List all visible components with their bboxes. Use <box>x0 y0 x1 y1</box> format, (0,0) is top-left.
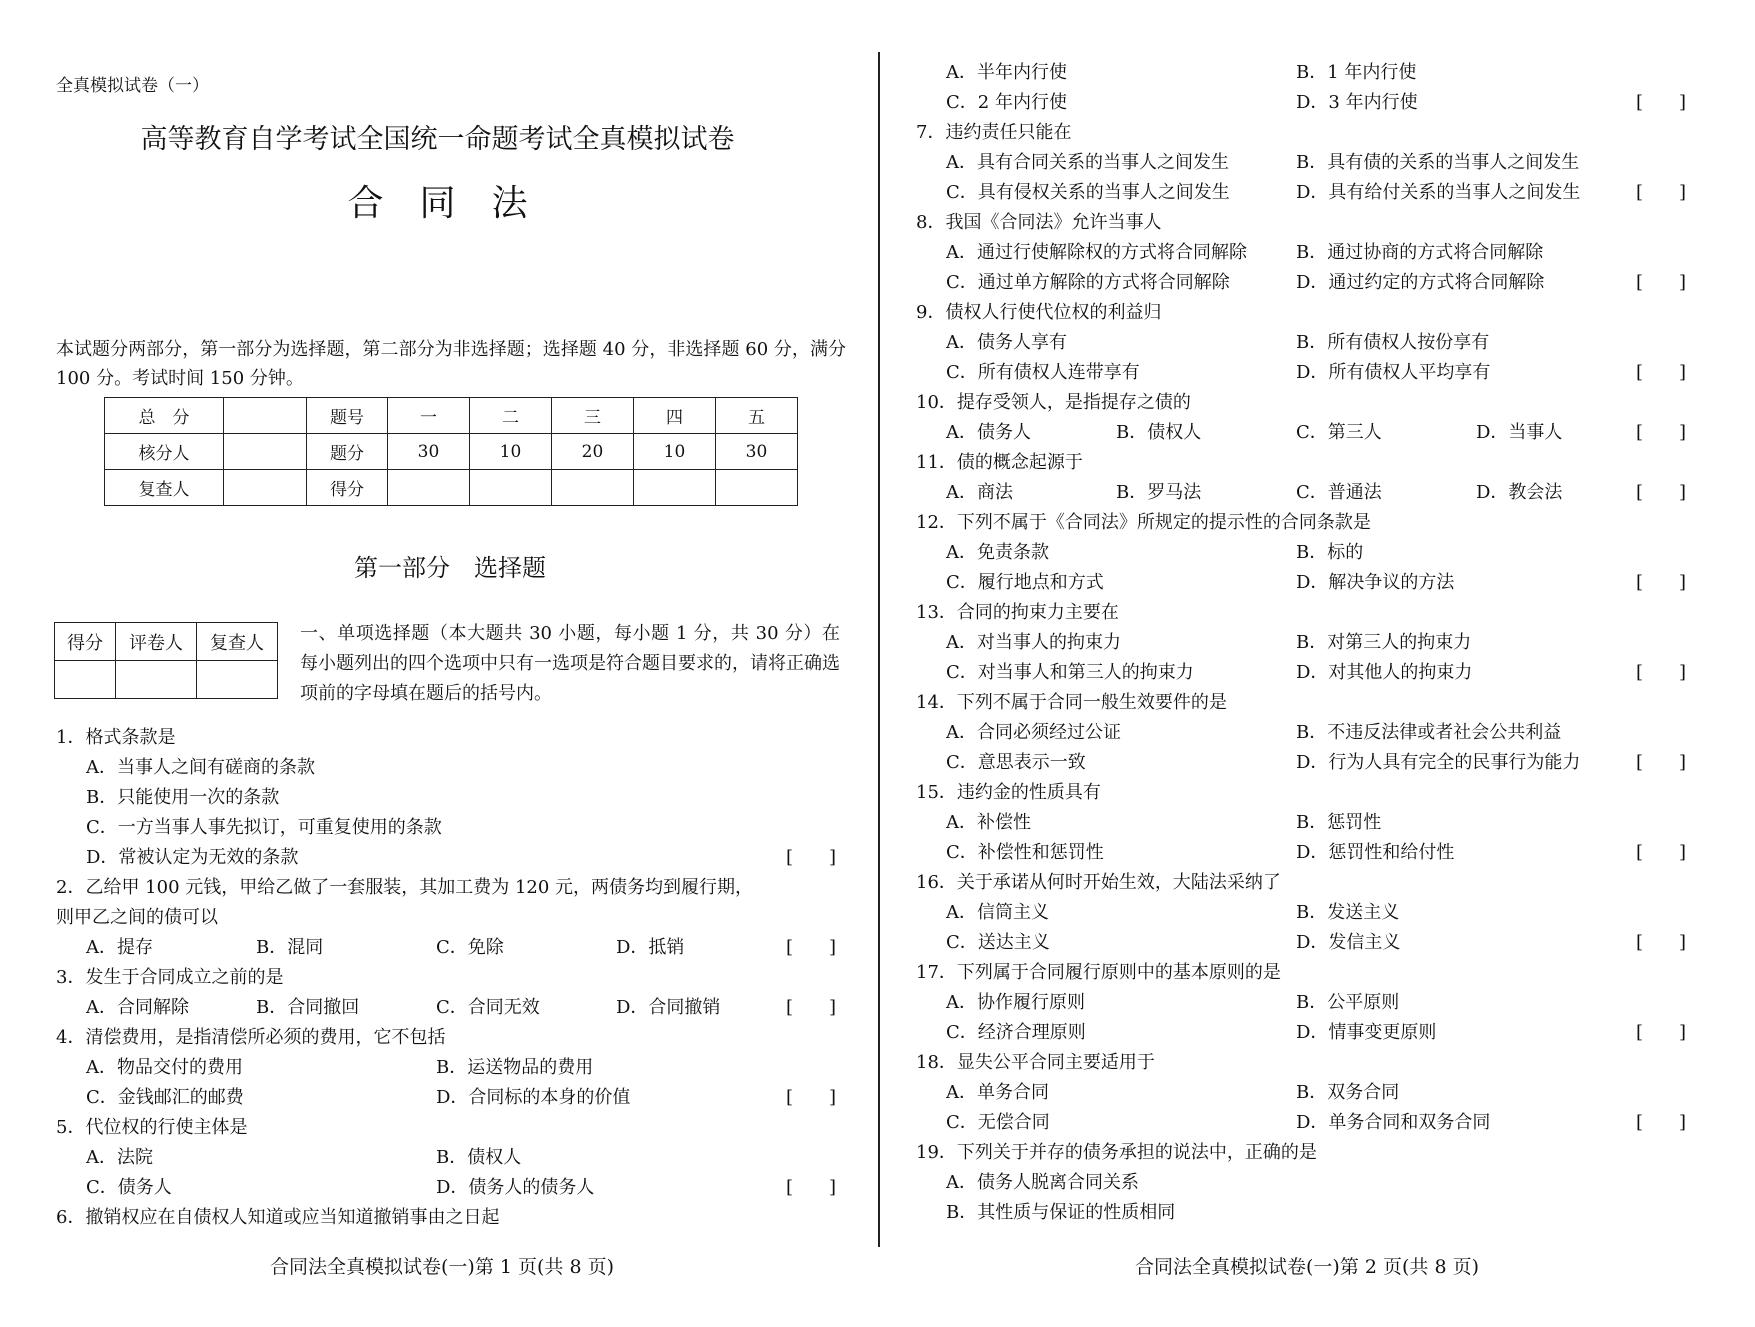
answer-option: B．所有债权人按份享有 <box>1296 332 1490 353</box>
page-footer: 合同法全真模拟试卷(一)第 2 页(共 8 页) <box>1135 1256 1479 1278</box>
answer-option: A．具有合同关系的当事人之间发生 <box>946 152 1229 173</box>
grader-cell <box>55 661 116 699</box>
answer-option: B．合同撤回 <box>256 997 360 1018</box>
question-stem: 5．代位权的行使主体是 <box>56 1117 248 1138</box>
answer-option: B．通过协商的方式将合同解除 <box>1296 242 1544 263</box>
answer-bracket: [ ] <box>1636 422 1687 443</box>
answer-option: A．债务人脱离合同关系 <box>946 1172 1139 1193</box>
answer-option: B．不违反法律或者社会公共利益 <box>1296 722 1562 743</box>
answer-option: C．金钱邮汇的邮费 <box>86 1087 244 1108</box>
answer-bracket: [ ] <box>1636 842 1687 863</box>
answer-option: C．补偿性和惩罚性 <box>946 842 1104 863</box>
page-divider <box>878 52 880 1247</box>
question-stem: 6．撤销权应在自债权人知道或应当知道撤销事由之日起 <box>56 1207 500 1228</box>
answer-option: A．物品交付的费用 <box>86 1057 243 1078</box>
question-stem: 1．格式条款是 <box>56 727 176 748</box>
answer-option: B．其性质与保证的性质相同 <box>946 1202 1176 1223</box>
answer-bracket: [ ] <box>1636 572 1687 593</box>
answer-bracket: [ ] <box>1636 1022 1687 1043</box>
question-stem: 18．显失公平合同主要适用于 <box>916 1052 1155 1073</box>
answer-option: A．半年内行使 <box>946 62 1067 83</box>
answer-option: D．合同撤销 <box>616 997 721 1018</box>
answer-bracket: [ ] <box>786 937 837 958</box>
answer-option: B．债权人 <box>436 1147 522 1168</box>
answer-option: D．债务人的债务人 <box>436 1177 595 1198</box>
answer-option: B．标的 <box>1296 542 1364 563</box>
score-cell <box>224 398 307 434</box>
score-cell: 题分 <box>307 434 388 470</box>
answer-option: C．2 年内行使 <box>946 92 1067 113</box>
answer-option: D．对其他人的拘束力 <box>1296 662 1473 683</box>
question-stem: 2．乙给甲 100 元钱，甲给乙做了一套服装，其加工费为 120 元，两债务均到履行期， <box>56 877 754 898</box>
exam-page-1 <box>0 0 875 1327</box>
score-cell: 核分人 <box>105 434 224 470</box>
score-cell: 10 <box>634 434 716 470</box>
answer-option: B．公平原则 <box>1296 992 1400 1013</box>
answer-bracket: [ ] <box>1636 752 1687 773</box>
question-stem: 12．下列不属于《合同法》所规定的提示性的合同条款是 <box>916 512 1371 533</box>
score-cell <box>470 470 552 506</box>
score-table-row <box>105 434 798 470</box>
answer-bracket: [ ] <box>1636 1112 1687 1133</box>
answer-option: C．无偿合同 <box>946 1112 1050 1133</box>
answer-option: D．3 年内行使 <box>1296 92 1418 113</box>
question-stem: 8．我国《合同法》允许当事人 <box>916 212 1162 233</box>
answer-option: C．所有债权人连带享有 <box>946 362 1140 383</box>
grader-header: 复查人 <box>197 623 278 661</box>
section-instructions: 一、单项选择题（本大题共 30 小题，每小题 1 分，共 30 分）在每小题列出的四个选项中只有一选项是符合题目要求的，请将正确选项前的字母填在题后的括号内。 <box>300 623 840 704</box>
score-cell: 四 <box>634 398 716 434</box>
answer-option: C．第三人 <box>1296 422 1382 443</box>
score-table <box>104 397 798 506</box>
score-cell: 30 <box>388 434 470 470</box>
question-stem: 则甲乙之间的债可以 <box>56 907 218 928</box>
answer-option: B．混同 <box>256 937 324 958</box>
grader-cell <box>116 661 197 699</box>
answer-option: A．对当事人的拘束力 <box>946 632 1121 653</box>
score-cell: 20 <box>552 434 634 470</box>
answer-option: A．通过行使解除权的方式将合同解除 <box>946 242 1247 263</box>
score-cell: 30 <box>716 434 798 470</box>
answer-option: C．免除 <box>436 937 504 958</box>
answer-option: B．双务合同 <box>1296 1082 1400 1103</box>
answer-option: C．具有侵权关系的当事人之间发生 <box>946 182 1230 203</box>
answer-option: C．送达主义 <box>946 932 1050 953</box>
answer-option: B．罗马法 <box>1116 482 1202 503</box>
answer-bracket: [ ] <box>786 997 837 1018</box>
answer-bracket: [ ] <box>1636 272 1687 293</box>
score-cell: 得分 <box>307 470 388 506</box>
answer-option: A．法院 <box>86 1147 153 1168</box>
answer-option: B．惩罚性 <box>1296 812 1382 833</box>
score-cell: 总 分 <box>105 398 224 434</box>
answer-option: D．合同标的本身的价值 <box>436 1087 631 1108</box>
score-cell: 五 <box>716 398 798 434</box>
answer-bracket: [ ] <box>786 1177 837 1198</box>
paper-series-label: 全真模拟试卷（一） <box>56 76 209 96</box>
score-cell <box>388 470 470 506</box>
answer-option: D．惩罚性和给付性 <box>1296 842 1455 863</box>
answer-option: A．单务合同 <box>946 1082 1049 1103</box>
answer-option: A．协作履行原则 <box>946 992 1085 1013</box>
grader-header: 评卷人 <box>116 623 197 661</box>
question-stem: 10．提存受领人，是指提存之债的 <box>916 392 1191 413</box>
answer-option: C．债务人 <box>86 1177 172 1198</box>
answer-option: D．发信主义 <box>1296 932 1401 953</box>
question-stem: 11．债的概念起源于 <box>916 452 1083 473</box>
answer-bracket: [ ] <box>1636 662 1687 683</box>
answer-option: C．履行地点和方式 <box>946 572 1104 593</box>
answer-option: C．意思表示一致 <box>946 752 1086 773</box>
answer-option: D．当事人 <box>1476 422 1563 443</box>
question-stem: 19．下列关于并存的债务承担的说法中，正确的是 <box>916 1142 1317 1163</box>
answer-option: D．抵销 <box>616 937 685 958</box>
answer-bracket: [ ] <box>1636 482 1687 503</box>
answer-option: A．商法 <box>946 482 1013 503</box>
answer-option: D．所有债权人平均享有 <box>1296 362 1491 383</box>
question-stem: 4．清偿费用，是指清偿所必须的费用，它不包括 <box>56 1027 446 1048</box>
answer-option: D．解决争议的方法 <box>1296 572 1455 593</box>
score-cell: 二 <box>470 398 552 434</box>
score-cell <box>224 470 307 506</box>
page-footer: 合同法全真模拟试卷(一)第 1 页(共 8 页) <box>270 1256 614 1278</box>
answer-option: D．通过约定的方式将合同解除 <box>1296 272 1545 293</box>
question-stem: 7．违约责任只能在 <box>916 122 1072 143</box>
answer-option: A．合同解除 <box>86 997 189 1018</box>
score-cell: 10 <box>470 434 552 470</box>
score-cell: 三 <box>552 398 634 434</box>
answer-option: C．对当事人和第三人的拘束力 <box>946 662 1194 683</box>
answer-option: D．单务合同和双务合同 <box>1296 1112 1491 1133</box>
answer-option: D．常被认定为无效的条款 <box>86 847 299 868</box>
question-stem: 17．下列属于合同履行原则中的基本原则的是 <box>916 962 1281 983</box>
answer-option: A．债务人 <box>946 422 1031 443</box>
question-stem: 3．发生于合同成立之前的是 <box>56 967 284 988</box>
answer-option: A．补偿性 <box>946 812 1031 833</box>
answer-option: A．合同必须经过公证 <box>946 722 1121 743</box>
score-cell <box>634 470 716 506</box>
subject-title: 合同法 <box>347 183 564 224</box>
answer-option: B．运送物品的费用 <box>436 1057 594 1078</box>
answer-option: D．情事变更原则 <box>1296 1022 1437 1043</box>
answer-option: A．当事人之间有磋商的条款 <box>86 757 315 778</box>
answer-option: D．教会法 <box>1476 482 1563 503</box>
grader-table <box>54 622 278 699</box>
grader-header: 得分 <box>55 623 116 661</box>
question-stem: 14．下列不属于合同一般生效要件的是 <box>916 692 1227 713</box>
score-table-row <box>105 398 798 434</box>
exam-title: 高等教育自学考试全国统一命题考试全真模拟试卷 <box>140 124 735 155</box>
answer-bracket: [ ] <box>786 847 837 868</box>
score-cell: 题号 <box>307 398 388 434</box>
answer-option: B．债权人 <box>1116 422 1202 443</box>
exam-page-2 <box>882 0 1755 1327</box>
answer-option: C．合同无效 <box>436 997 540 1018</box>
answer-bracket: [ ] <box>1636 932 1687 953</box>
answer-bracket: [ ] <box>1636 182 1687 203</box>
answer-option: B．1 年内行使 <box>1296 62 1417 83</box>
answer-option: A．免责条款 <box>946 542 1049 563</box>
answer-bracket: [ ] <box>1636 92 1687 113</box>
score-cell: 一 <box>388 398 470 434</box>
answer-option: C．经济合理原则 <box>946 1022 1086 1043</box>
question-stem: 9．债权人行使代位权的利益归 <box>916 302 1162 323</box>
answer-option: B．具有债的关系的当事人之间发生 <box>1296 152 1580 173</box>
answer-option: C．普通法 <box>1296 482 1382 503</box>
question-stem: 13．合同的拘束力主要在 <box>916 602 1119 623</box>
score-cell <box>224 434 307 470</box>
answer-option: A．债务人享有 <box>946 332 1067 353</box>
score-cell <box>716 470 798 506</box>
answer-option: D．具有给付关系的当事人之间发生 <box>1296 182 1581 203</box>
question-stem: 16．关于承诺从何时开始生效，大陆法采纳了 <box>916 872 1281 893</box>
exam-instructions: 本试题分两部分，第一部分为选择题，第二部分为非选择题；选择题 40 分，非选择题 60 分，满分 100 分。考试时间 150 分钟。 <box>56 339 846 389</box>
answer-option: B．对第三人的拘束力 <box>1296 632 1472 653</box>
answer-option: D．行为人具有完全的民事行为能力 <box>1296 752 1581 773</box>
answer-bracket: [ ] <box>786 1087 837 1108</box>
answer-option: B．发送主义 <box>1296 902 1400 923</box>
score-cell <box>552 470 634 506</box>
part-one-heading: 第一部分 选择题 <box>354 554 546 582</box>
answer-option: A．提存 <box>86 937 153 958</box>
answer-option: C．一方当事人事先拟订，可重复使用的条款 <box>86 817 442 838</box>
score-table-row <box>105 470 798 506</box>
answer-option: A．信筒主义 <box>946 902 1049 923</box>
answer-option: B．只能使用一次的条款 <box>86 787 280 808</box>
question-stem: 15．违约金的性质具有 <box>916 782 1101 803</box>
score-cell: 复查人 <box>105 470 224 506</box>
answer-bracket: [ ] <box>1636 362 1687 383</box>
grader-cell <box>197 661 278 699</box>
answer-option: C．通过单方解除的方式将合同解除 <box>946 272 1230 293</box>
